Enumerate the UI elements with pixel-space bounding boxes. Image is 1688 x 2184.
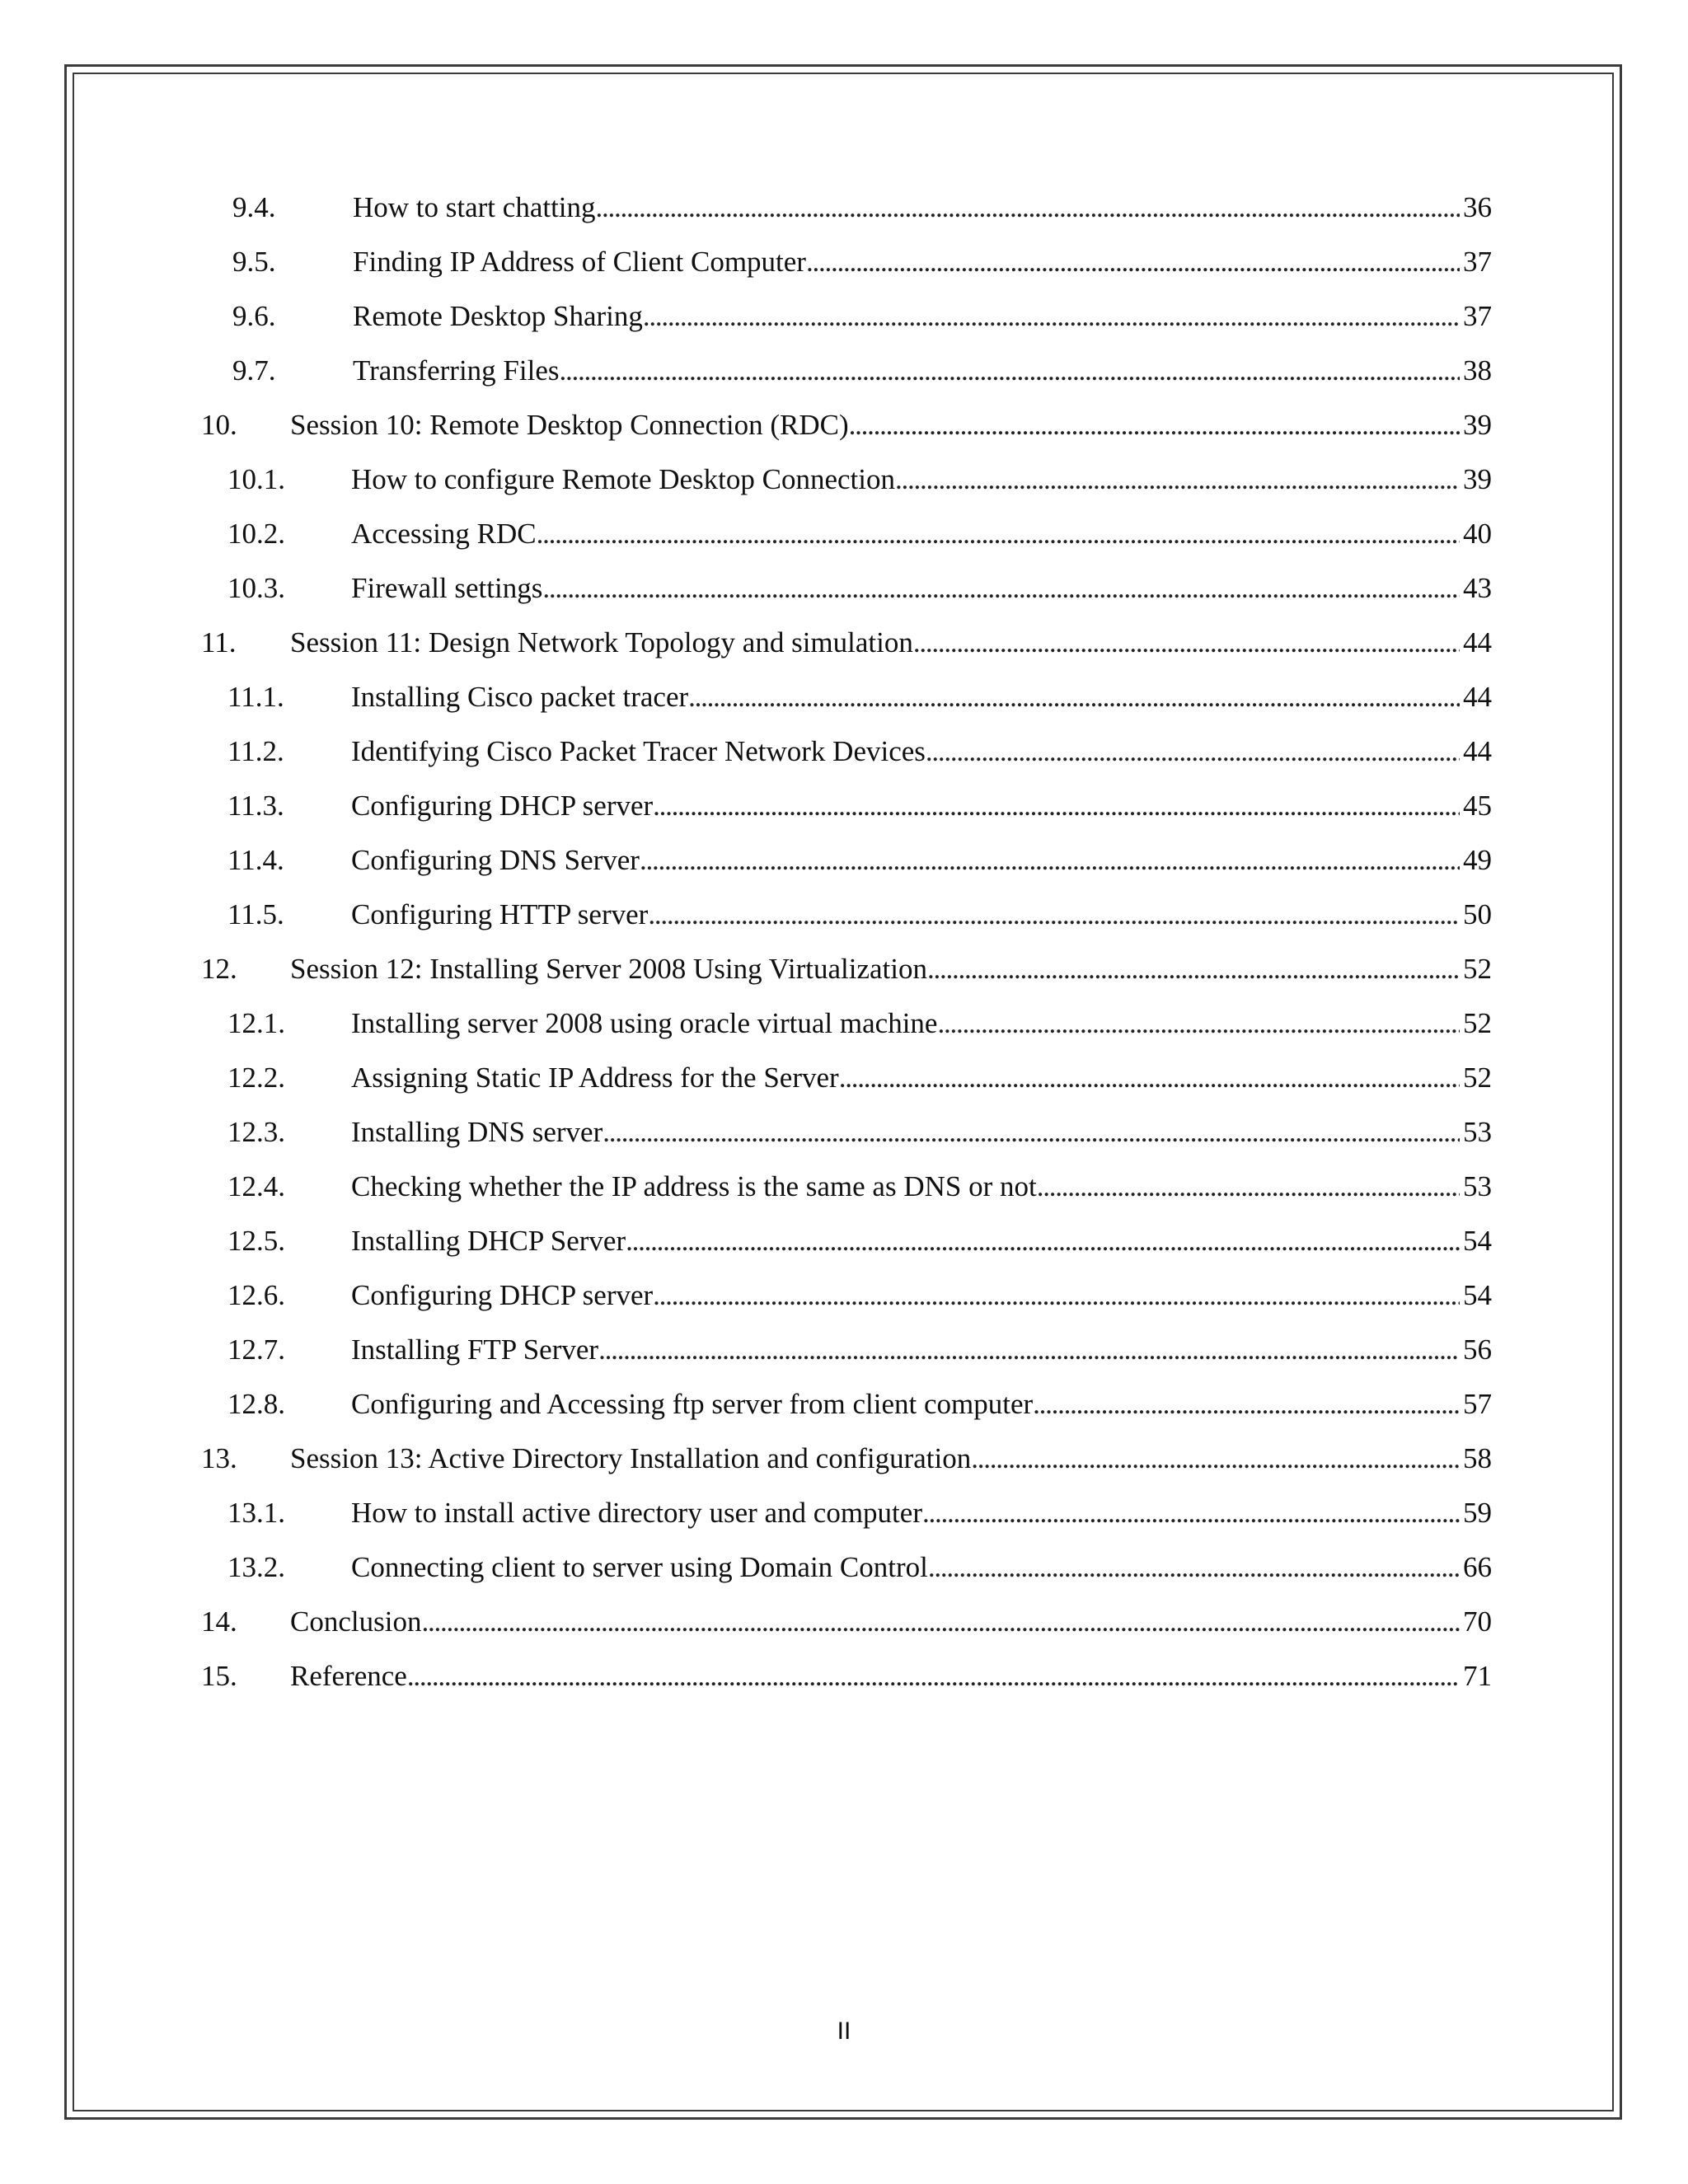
toc-entry-line: [351, 833, 1492, 888]
toc-entry[interactable]: [0, 507, 1688, 561]
toc-entry[interactable]: [0, 942, 1688, 996]
toc-entry-page[interactable]: 53: [1460, 1105, 1492, 1160]
toc-entry-page[interactable]: 66: [1460, 1540, 1492, 1595]
toc-entry-title[interactable]: Installing server 2008 using oracle virtual machine: [351, 996, 937, 1051]
toc-entry-title[interactable]: Session 11: Design Network Topology and simulation: [290, 616, 913, 670]
toc-entry-number: 10.1.: [227, 463, 285, 495]
toc-entry-number: 13.: [201, 1442, 237, 1474]
toc-entry[interactable]: [0, 1432, 1688, 1486]
toc-entry-line: [351, 670, 1492, 724]
toc-leader-dots: [806, 235, 1460, 289]
toc-entry-line: [290, 1432, 1492, 1486]
toc-entry-number: 11.2.: [227, 735, 284, 767]
toc-entry-number: 11.3.: [227, 790, 284, 822]
toc-leader-dots: [971, 1432, 1460, 1486]
toc-entry-number: 12.1.: [227, 1007, 285, 1039]
toc-leader-dots: [653, 1268, 1460, 1323]
toc-leader-dots: [895, 452, 1460, 507]
toc-leader-dots: [688, 670, 1460, 724]
toc-entry[interactable]: [0, 452, 1688, 507]
toc-entry-title[interactable]: Identifying Cisco Packet Tracer Network Devices: [351, 724, 926, 779]
toc-entry-page[interactable]: 49: [1460, 833, 1492, 888]
toc-entry-title[interactable]: Accessing RDC: [351, 507, 537, 561]
toc-entry[interactable]: [0, 561, 1688, 616]
toc-leader-dots: [596, 180, 1460, 235]
page-number: II: [837, 2018, 851, 2045]
toc-entry-page[interactable]: 43: [1460, 561, 1492, 616]
toc-entry-number: 9.6.: [232, 300, 276, 332]
toc-leader-dots: [1037, 1160, 1460, 1214]
toc-entry[interactable]: [0, 1323, 1688, 1377]
toc-entry-page[interactable]: 57: [1460, 1377, 1492, 1432]
toc-entry-page[interactable]: 70: [1460, 1595, 1492, 1649]
toc-entry-page[interactable]: 59: [1460, 1486, 1492, 1540]
toc-entry-number: 11.4.: [227, 844, 284, 876]
toc-entry-page[interactable]: 52: [1460, 996, 1492, 1051]
toc-leader-dots: [407, 1649, 1460, 1704]
toc-entry-number: 12.2.: [227, 1062, 285, 1094]
toc-leader-dots: [913, 616, 1460, 670]
toc-entry-title[interactable]: Finding IP Address of Client Computer: [353, 235, 806, 289]
toc-entry-page[interactable]: 39: [1460, 452, 1492, 507]
toc-entry-page[interactable]: 44: [1460, 724, 1492, 779]
toc-leader-dots: [626, 1214, 1460, 1268]
toc-entry[interactable]: [0, 1540, 1688, 1595]
toc-entry-number: 13.1.: [227, 1497, 285, 1529]
toc-entry-number: 10.3.: [227, 572, 285, 604]
toc-entry[interactable]: [0, 888, 1688, 942]
toc-entry-number: 11.: [201, 626, 237, 658]
toc-entry-line: [290, 398, 1492, 452]
toc-entry[interactable]: [0, 1377, 1688, 1432]
toc-entry-line: [351, 1486, 1492, 1540]
toc-entry-number: 14.: [201, 1605, 237, 1638]
toc-entry-line: [351, 1051, 1492, 1105]
toc-entry-number: 12.4.: [227, 1170, 285, 1202]
toc-entry[interactable]: [0, 724, 1688, 779]
toc-entry-title[interactable]: Remote Desktop Sharing: [353, 289, 643, 344]
toc-entry[interactable]: [0, 1595, 1688, 1649]
toc-leader-dots: [849, 398, 1460, 452]
toc-entry-title[interactable]: Checking whether the IP address is the same as DNS or not: [351, 1160, 1037, 1214]
toc-entry-line: [353, 235, 1492, 289]
toc-entry-title[interactable]: Reference: [290, 1649, 407, 1704]
toc-entry-number: 11.1.: [227, 681, 284, 713]
toc-entry-line: [351, 724, 1492, 779]
toc-entry-line: [351, 1377, 1492, 1432]
toc-entry-number: 15.: [201, 1660, 237, 1692]
toc-entry[interactable]: [0, 616, 1688, 670]
toc-leader-dots: [928, 1540, 1460, 1595]
toc-entry-line: [351, 779, 1492, 833]
toc-entry-page[interactable]: 44: [1460, 670, 1492, 724]
toc-entry-line: [351, 996, 1492, 1051]
toc-entry-line: [290, 1649, 1492, 1704]
toc-entry-page[interactable]: 38: [1460, 344, 1492, 398]
toc-leader-dots: [643, 289, 1460, 344]
toc-entry-title[interactable]: How to configure Remote Desktop Connection: [351, 452, 895, 507]
toc-entry-line: [351, 1268, 1492, 1323]
toc-leader-dots: [922, 1486, 1460, 1540]
toc-entry-number: 9.4.: [232, 191, 276, 223]
toc-entry-line: [351, 561, 1492, 616]
toc-entry-page[interactable]: 52: [1460, 942, 1492, 996]
toc-leader-dots: [537, 507, 1460, 561]
toc-leader-dots: [937, 996, 1460, 1051]
toc-entry-title[interactable]: Conclusion: [290, 1595, 421, 1649]
toc-entry-title[interactable]: Installing FTP Server: [351, 1323, 598, 1377]
toc-entry-line: [351, 888, 1492, 942]
toc-entry-title[interactable]: Installing Cisco packet tracer: [351, 670, 688, 724]
toc-entry-line: [353, 180, 1492, 235]
toc-entry[interactable]: [0, 670, 1688, 724]
toc-entry-line: [351, 1214, 1492, 1268]
toc-entry-title[interactable]: Configuring DHCP server: [351, 1268, 653, 1323]
toc-leader-dots: [598, 1323, 1460, 1377]
toc-entry-title[interactable]: Session 10: Remote Desktop Connection (RDC): [290, 398, 849, 452]
toc-entry-number: 13.2.: [227, 1551, 285, 1583]
toc-entry-line: [351, 1160, 1492, 1214]
toc-entry-page[interactable]: 56: [1460, 1323, 1492, 1377]
toc-entry-title[interactable]: Configuring and Accessing ftp server from client computer: [351, 1377, 1033, 1432]
toc-entry[interactable]: [0, 833, 1688, 888]
toc-entry[interactable]: [0, 779, 1688, 833]
toc-entry-line: [353, 344, 1492, 398]
toc-leader-dots: [1033, 1377, 1460, 1432]
toc-entry-page[interactable]: 37: [1460, 235, 1492, 289]
toc-entry-line: [351, 1105, 1492, 1160]
toc-entry-page[interactable]: 52: [1460, 1051, 1492, 1105]
toc-entry[interactable]: [0, 1649, 1688, 1704]
toc-entry-line: [351, 507, 1492, 561]
toc-entry-title[interactable]: Assigning Static IP Address for the Server: [351, 1051, 839, 1105]
toc-entry-number: 12.: [201, 953, 237, 985]
toc-leader-dots: [560, 344, 1460, 398]
toc-entry-page[interactable]: 44: [1460, 616, 1492, 670]
toc-entry-number: 12.5.: [227, 1225, 285, 1257]
toc-entry[interactable]: [0, 1051, 1688, 1105]
toc-entry-number: 11.5.: [227, 898, 284, 930]
toc-leader-dots: [926, 724, 1460, 779]
toc-entry-line: [351, 452, 1492, 507]
toc-leader-dots: [653, 779, 1460, 833]
toc-entry-page[interactable]: 50: [1460, 888, 1492, 942]
toc-entry-page[interactable]: 54: [1460, 1268, 1492, 1323]
toc-entry[interactable]: [0, 1105, 1688, 1160]
toc-leader-dots: [648, 888, 1460, 942]
toc-entry-line: [290, 942, 1492, 996]
toc-entry-number: 12.3.: [227, 1116, 285, 1148]
toc-entry-title[interactable]: How to start chatting: [353, 180, 596, 235]
toc-leader-dots: [542, 561, 1460, 616]
toc-entry[interactable]: [0, 996, 1688, 1051]
toc-leader-dots: [640, 833, 1460, 888]
toc-entry-page[interactable]: 53: [1460, 1160, 1492, 1214]
toc-leader-dots: [839, 1051, 1460, 1105]
toc-entry-title[interactable]: Configuring HTTP server: [351, 888, 648, 942]
toc-entry-number: 9.7.: [232, 354, 276, 387]
toc-entry-number: 12.8.: [227, 1388, 285, 1420]
toc-entry[interactable]: [0, 1268, 1688, 1323]
toc-entry[interactable]: [0, 289, 1688, 344]
toc-entry-title[interactable]: Installing DNS server: [351, 1105, 603, 1160]
toc-entry[interactable]: [0, 1160, 1688, 1214]
toc-entry-title[interactable]: Connecting client to server using Domain Control: [351, 1540, 928, 1595]
toc-entry-line: [351, 1323, 1492, 1377]
toc-entry-title[interactable]: Transferring Files: [353, 344, 560, 398]
toc-entry-page[interactable]: 36: [1460, 180, 1492, 235]
toc-entry-number: 12.7.: [227, 1333, 285, 1366]
toc-entry-title[interactable]: Firewall settings: [351, 561, 542, 616]
toc-leader-dots: [927, 942, 1460, 996]
toc-entry-title[interactable]: How to install active directory user and computer: [351, 1486, 922, 1540]
toc-leader-dots: [603, 1105, 1460, 1160]
toc-entry-title[interactable]: Installing DHCP Server: [351, 1214, 626, 1268]
toc-entry-number: 9.5.: [232, 246, 276, 278]
toc-entry[interactable]: [0, 1486, 1688, 1540]
toc-entry[interactable]: [0, 235, 1688, 289]
toc-entry-line: [353, 289, 1492, 344]
toc-entry-line: [351, 1540, 1492, 1595]
toc-entry-page[interactable]: 54: [1460, 1214, 1492, 1268]
toc-entry-number: 10.2.: [227, 518, 285, 550]
toc-entry-line: [290, 1595, 1492, 1649]
toc-entry-page[interactable]: 37: [1460, 289, 1492, 344]
toc-entry-title[interactable]: Session 12: Installing Server 2008 Using Virtualization: [290, 942, 927, 996]
toc-entry-page[interactable]: 40: [1460, 507, 1492, 561]
toc-entry-line: [290, 616, 1492, 670]
toc-entry-number: 12.6.: [227, 1279, 285, 1311]
toc-entry[interactable]: [0, 180, 1688, 235]
toc-entry-page[interactable]: 58: [1460, 1432, 1492, 1486]
toc-entry-page[interactable]: 71: [1460, 1649, 1492, 1704]
toc-entry-title[interactable]: Configuring DHCP server: [351, 779, 653, 833]
toc-entry-page[interactable]: 39: [1460, 398, 1492, 452]
toc-leader-dots: [421, 1595, 1460, 1649]
toc-entry[interactable]: [0, 398, 1688, 452]
table-of-contents: [0, 180, 1688, 1704]
toc-entry-title[interactable]: Configuring DNS Server: [351, 833, 640, 888]
toc-entry[interactable]: [0, 344, 1688, 398]
toc-entry-page[interactable]: 45: [1460, 779, 1492, 833]
toc-entry[interactable]: [0, 1214, 1688, 1268]
toc-entry-title[interactable]: Session 13: Active Directory Installation and configuration: [290, 1432, 971, 1486]
toc-entry-number: 10.: [201, 409, 237, 441]
